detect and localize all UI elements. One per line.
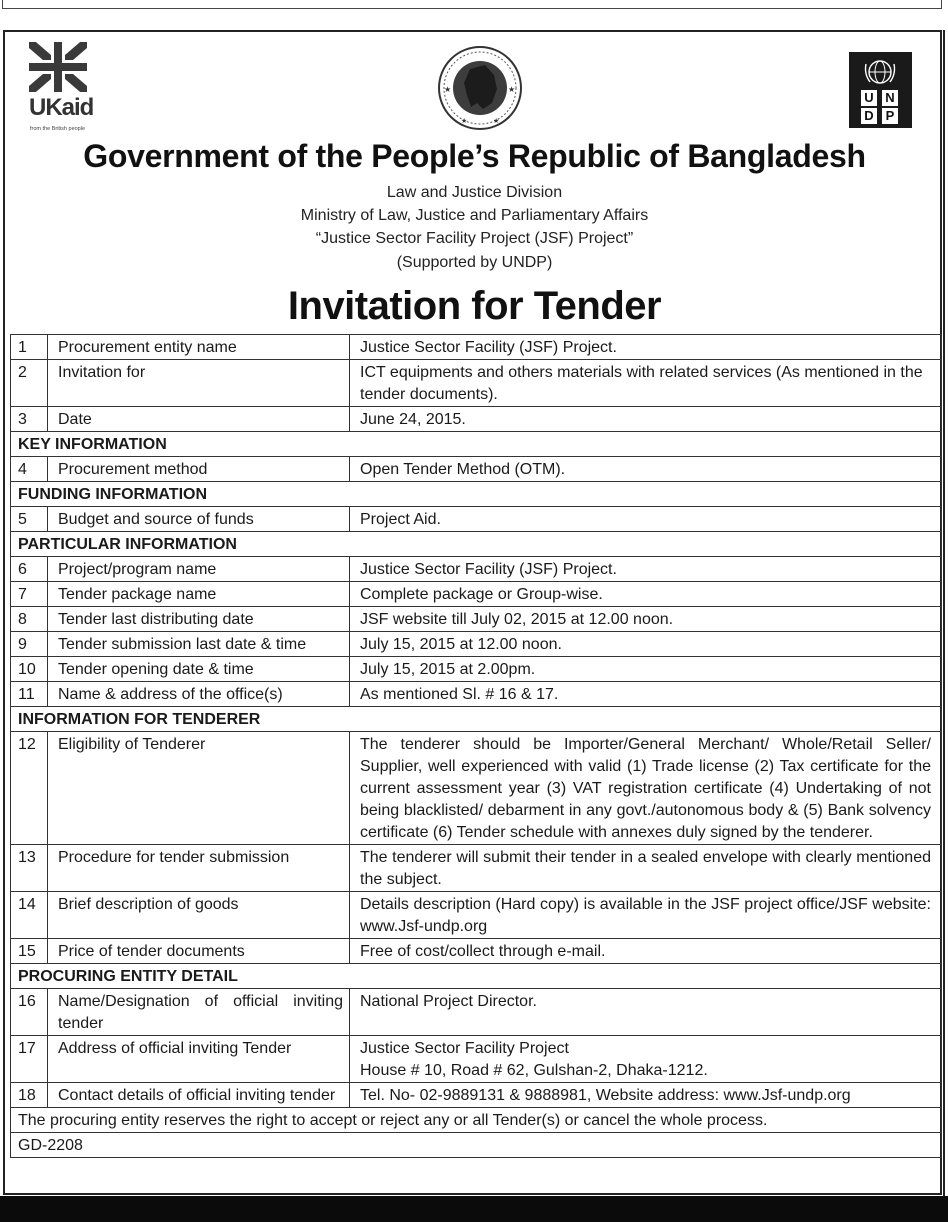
- svg-text:★: ★: [461, 118, 468, 125]
- row-value: Justice Sector Facility Project House # 10, Road # 62, Gulshan-2, Dhaka-1212.: [350, 1036, 942, 1083]
- table-row: [11, 1083, 942, 1108]
- project-line: “Justice Sector Facility Project (JSF) Project”: [315, 230, 634, 247]
- government-seal-icon: [437, 45, 523, 131]
- serial-number: 15: [11, 939, 48, 964]
- serial-number: 8: [11, 607, 48, 632]
- section-heading: INFORMATION FOR TENDERER: [11, 707, 942, 732]
- table-row: [11, 632, 942, 657]
- serial-number: 2: [11, 360, 48, 407]
- serial-number: 3: [11, 407, 48, 432]
- serial-number: 5: [11, 507, 48, 532]
- row-value: Complete package or Group-wise.: [350, 582, 942, 607]
- section-heading: FUNDING INFORMATION: [11, 482, 942, 507]
- row-label: Tender submission last date & time: [48, 632, 350, 657]
- table-row: [11, 407, 942, 432]
- support-line: (Supported by UNDP): [396, 254, 553, 271]
- row-label: Eligibility of Tenderer: [48, 732, 350, 845]
- serial-number: 12: [11, 732, 48, 845]
- ukaid-wordmark: UKaid: [29, 94, 94, 121]
- row-value: ICT equipments and others materials with related services (As mentioned in the tender documents).: [350, 360, 942, 407]
- row-value: Project Aid.: [350, 507, 942, 532]
- table-row: [11, 845, 942, 892]
- row-value: The tenderer will submit their tender in a sealed envelope with clearly mentioned the subject.: [350, 845, 942, 892]
- svg-text:★: ★: [508, 85, 516, 94]
- section-heading: KEY INFORMATION: [11, 432, 942, 457]
- serial-number: 9: [11, 632, 48, 657]
- invitation-headline: Invitation for Tender: [287, 284, 662, 328]
- row-label: Tender last distributing date: [48, 607, 350, 632]
- government-title: Government of the People’s Republic of Bangladesh: [83, 138, 866, 174]
- svg-text:★: ★: [444, 85, 452, 94]
- serial-number: 10: [11, 657, 48, 682]
- table-row: [11, 657, 942, 682]
- row-label: Procurement method: [48, 457, 350, 482]
- row-value: July 15, 2015 at 2.00pm.: [350, 657, 942, 682]
- table-row: [11, 360, 942, 407]
- svg-text:★: ★: [493, 118, 500, 125]
- row-label: Price of tender documents: [48, 939, 350, 964]
- section-header-row: [11, 432, 942, 457]
- section-header-row: [11, 482, 942, 507]
- row-value: Details description (Hard copy) is available in the JSF project office/JSF website: www.Jsf-undp.org: [350, 892, 942, 939]
- footer-text: GD-2208: [11, 1133, 942, 1158]
- section-heading: PARTICULAR INFORMATION: [11, 532, 942, 557]
- top-border-strip: [2, 0, 942, 9]
- ministry-line: Ministry of Law, Justice and Parliamentary Affairs: [300, 207, 649, 224]
- row-label: Tender package name: [48, 582, 350, 607]
- un-emblem-icon: [862, 58, 898, 86]
- row-value: Open Tender Method (OTM).: [350, 457, 942, 482]
- table-row: [11, 732, 942, 845]
- table-row: [11, 457, 942, 482]
- table-row: [11, 557, 942, 582]
- row-label: Procurement entity name: [48, 335, 350, 360]
- row-value: July 15, 2015 at 12.00 noon.: [350, 632, 942, 657]
- footer-row: [11, 1108, 942, 1133]
- section-header-row: [11, 707, 942, 732]
- row-value: As mentioned Sl. # 16 & 17.: [350, 682, 942, 707]
- row-label: Name & address of the office(s): [48, 682, 350, 707]
- serial-number: 18: [11, 1083, 48, 1108]
- serial-number: 14: [11, 892, 48, 939]
- tender-notice: [3, 30, 942, 1195]
- row-value: Tel. No- 02-9889131 & 9888981, Website address: www.Jsf-undp.org: [350, 1083, 942, 1108]
- ukaid-logo: [29, 42, 94, 134]
- table-row: [11, 989, 942, 1036]
- footer-row: [11, 1133, 942, 1158]
- table-row: [11, 607, 942, 632]
- table-row: [11, 892, 942, 939]
- row-label: Budget and source of funds: [48, 507, 350, 532]
- row-label: Brief description of goods: [48, 892, 350, 939]
- undp-letter-d: D: [861, 108, 877, 124]
- row-label: Date: [48, 407, 350, 432]
- table-row: [11, 507, 942, 532]
- row-value: National Project Director.: [350, 989, 942, 1036]
- bottom-dark-band: [0, 1196, 948, 1222]
- right-edge-line: [943, 30, 945, 1196]
- tender-details-table: [10, 334, 942, 1158]
- table-row: [11, 1036, 942, 1083]
- row-value: June 24, 2015.: [350, 407, 942, 432]
- table-row: [11, 582, 942, 607]
- row-label: Tender opening date & time: [48, 657, 350, 682]
- row-label: Name/Designation of official inviting tender: [48, 989, 350, 1036]
- row-value: Justice Sector Facility (JSF) Project.: [350, 335, 942, 360]
- row-label: Invitation for: [48, 360, 350, 407]
- table-row: [11, 939, 942, 964]
- serial-number: 13: [11, 845, 48, 892]
- row-value: JSF website till July 02, 2015 at 12.00 noon.: [350, 607, 942, 632]
- row-value: Justice Sector Facility (JSF) Project.: [350, 557, 942, 582]
- ukaid-tagline: from the British people: [30, 126, 86, 132]
- serial-number: 1: [11, 335, 48, 360]
- section-header-row: [11, 532, 942, 557]
- union-flag-icon: [29, 42, 87, 92]
- serial-number: 4: [11, 457, 48, 482]
- section-header-row: [11, 964, 942, 989]
- serial-number: 16: [11, 989, 48, 1036]
- serial-number: 11: [11, 682, 48, 707]
- row-label: Contact details of official inviting tender: [48, 1083, 350, 1108]
- row-value: The tenderer should be Importer/General Merchant/ Whole/Retail Seller/ Supplier, well experienced with valid (1) Trade license (2) Tax certificate for the current assessment year (3) VAT registration certificate (4) Undertaking of not being blacklisted/ debarment in any govt./autonomous body & (5) Bank solvency certificate (6) Tender schedule with annexes duly signed by the tenderer.: [350, 732, 942, 845]
- row-label: Procedure for tender submission: [48, 845, 350, 892]
- row-label: Address of official inviting Tender: [48, 1036, 350, 1083]
- undp-letter-u: U: [861, 90, 877, 106]
- section-heading: PROCURING ENTITY DETAIL: [11, 964, 942, 989]
- serial-number: 7: [11, 582, 48, 607]
- undp-letter-n: N: [882, 90, 898, 106]
- serial-number: 6: [11, 557, 48, 582]
- row-label: Project/program name: [48, 557, 350, 582]
- division-line: Law and Justice Division: [386, 184, 563, 201]
- serial-number: 17: [11, 1036, 48, 1083]
- table-row: [11, 682, 942, 707]
- undp-logo: [849, 52, 912, 128]
- table-row: [11, 335, 942, 360]
- footer-text: The procuring entity reserves the right to accept or reject any or all Tender(s) or cancel the whole process.: [11, 1108, 942, 1133]
- undp-letter-p: P: [882, 108, 898, 124]
- row-value: Free of cost/collect through e-mail.: [350, 939, 942, 964]
